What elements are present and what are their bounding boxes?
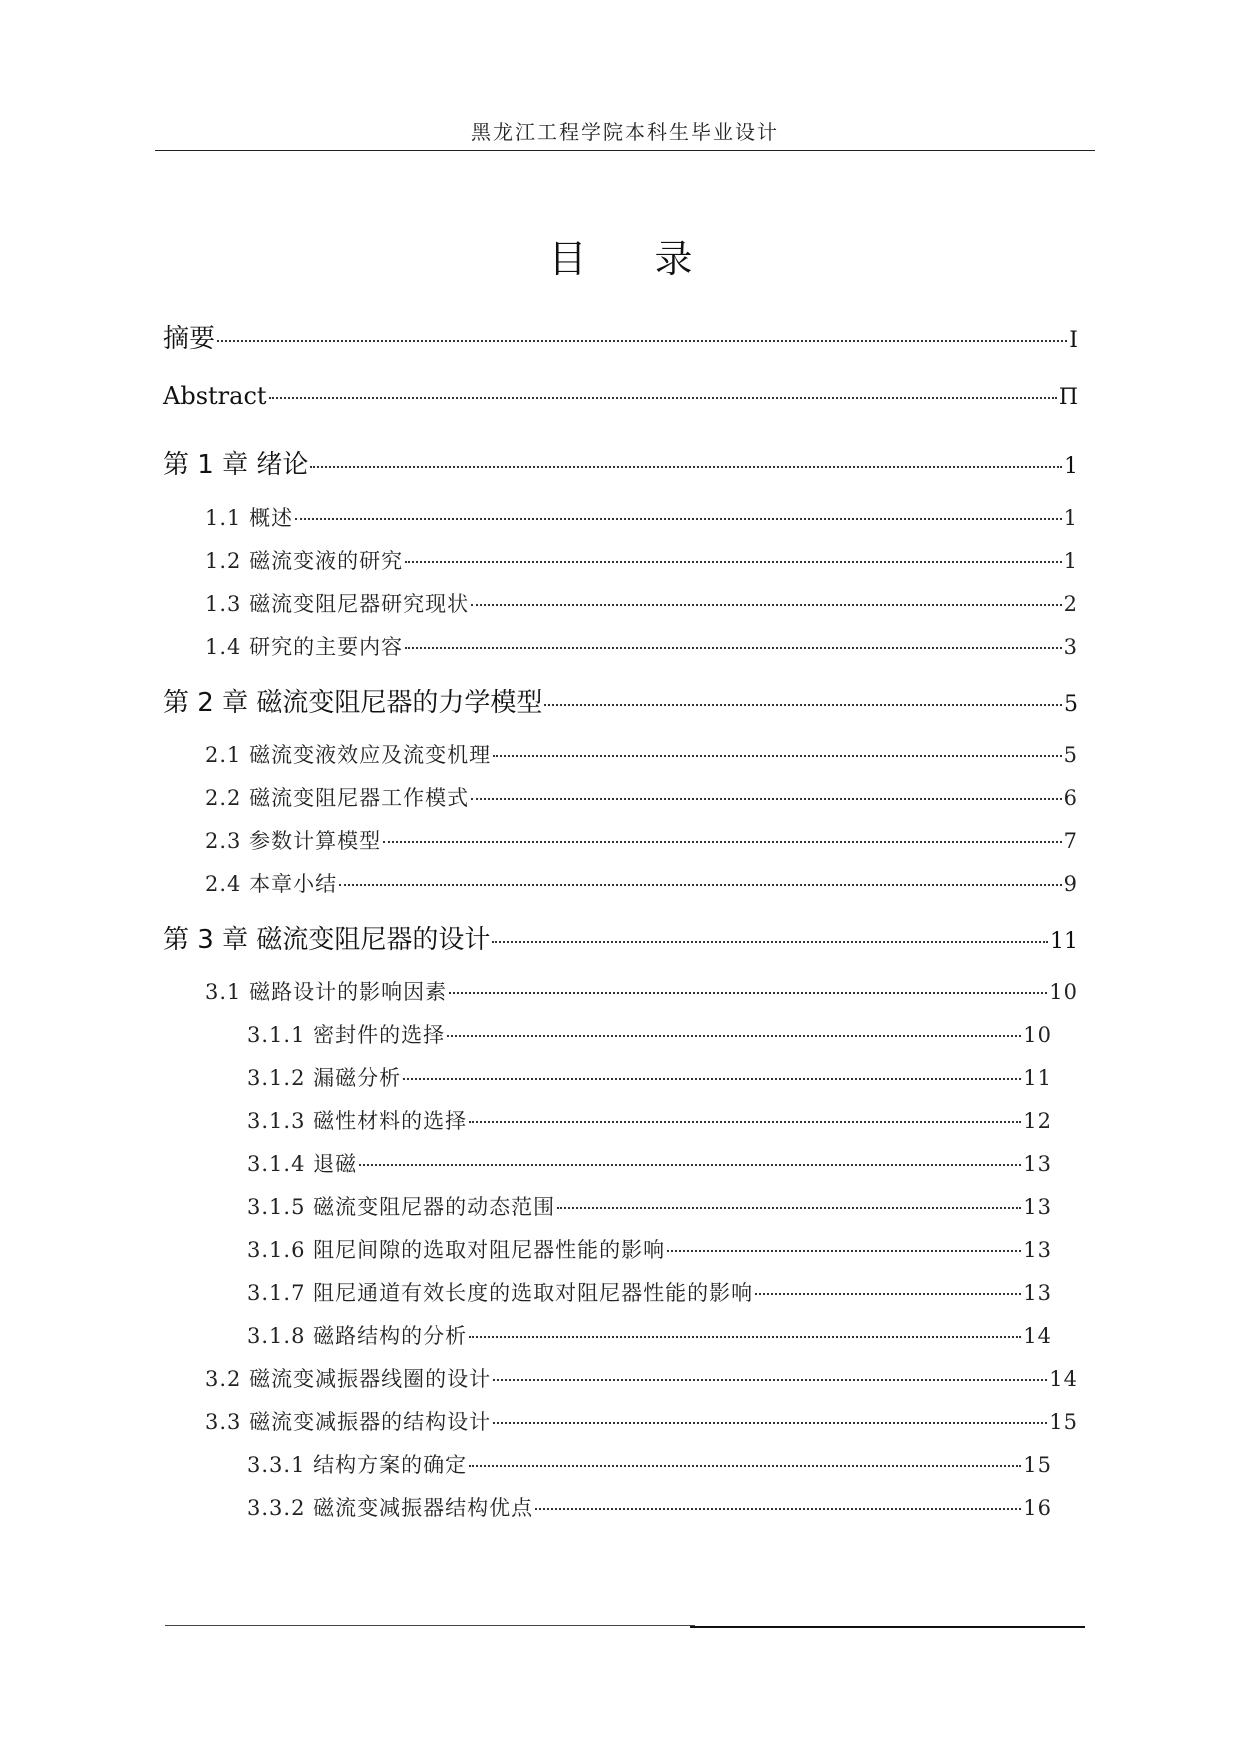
- toc-entry-label: 3.1.7 阻尼通道有效长度的选取对阻尼器性能的影响: [247, 1281, 754, 1305]
- toc-entry: [205, 1406, 1078, 1436]
- toc-entry: [247, 1191, 1052, 1221]
- toc-entry-label: 1.1 概述: [205, 506, 294, 530]
- toc-dot-leader: [469, 1465, 1021, 1467]
- toc-entry-page: 11: [1050, 929, 1078, 954]
- toc-dot-leader: [403, 1078, 1021, 1080]
- toc-entry-label: 3.2 磁流变减振器线圈的设计: [205, 1367, 492, 1391]
- toc-entry-label: 3.3.2 磁流变减振器结构优点: [247, 1496, 534, 1520]
- toc-dot-leader: [469, 1121, 1021, 1123]
- toc-entry-label: 第 1 章 绪论: [163, 450, 309, 480]
- toc-entry-page: 10: [1023, 1023, 1052, 1047]
- toc-dot-leader: [535, 1508, 1021, 1510]
- toc-entry-label: 3.1.1 密封件的选择: [247, 1023, 446, 1047]
- page-title: 目 录: [548, 237, 721, 281]
- toc-entry-label: 1.4 研究的主要内容: [205, 635, 404, 659]
- toc-entry-label: 3.1.3 磁性材料的选择: [247, 1109, 468, 1133]
- footer-rule: [165, 1625, 695, 1626]
- toc-entry-page: 13: [1023, 1152, 1052, 1176]
- toc-dot-leader: [405, 647, 1062, 649]
- toc-entry: [247, 1449, 1052, 1479]
- toc-entry: [163, 382, 1078, 410]
- toc-entry: [205, 545, 1078, 575]
- toc-entry-page: 9: [1063, 872, 1078, 896]
- toc-entry: [205, 976, 1078, 1006]
- toc-entry: [163, 318, 1078, 355]
- footer-rule-bold: [690, 1626, 1085, 1628]
- toc-entry: [247, 1320, 1052, 1350]
- toc-entry: [205, 1363, 1078, 1393]
- toc-entry-page: 11: [1023, 1066, 1052, 1090]
- toc-entry-page: 2: [1063, 592, 1078, 616]
- toc-entry-page: I: [1069, 328, 1078, 353]
- toc-dot-leader: [493, 1422, 1047, 1424]
- toc-entry-label: 1.3 磁流变阻尼器研究现状: [205, 592, 470, 616]
- toc-entry-page: 5: [1064, 692, 1078, 717]
- toc-entry-page: 1: [1063, 506, 1078, 530]
- toc-entry-page: 14: [1049, 1367, 1078, 1391]
- toc-dot-leader: [310, 466, 1062, 468]
- toc-entry-page: 14: [1023, 1324, 1052, 1348]
- toc-entry-page: 3: [1063, 635, 1078, 659]
- toc-dot-leader: [383, 841, 1062, 843]
- toc-entry: [247, 1062, 1052, 1092]
- toc-entry: [205, 588, 1078, 618]
- toc-dot-leader: [471, 604, 1062, 606]
- toc-dot-leader: [755, 1293, 1021, 1295]
- toc-entry-label: 3.1.5 磁流变阻尼器的动态范围: [247, 1195, 556, 1219]
- toc-entry: [205, 631, 1078, 661]
- toc-dot-leader: [359, 1164, 1021, 1166]
- toc-entry: [205, 868, 1078, 898]
- toc-entry-label: 第 2 章 磁流变阻尼器的力学模型: [163, 688, 543, 718]
- toc-entry: [247, 1105, 1052, 1135]
- toc-entry-label: 3.3 磁流变减振器的结构设计: [205, 1410, 492, 1434]
- toc-entry-label: 3.1 磁路设计的影响因素: [205, 980, 448, 1004]
- toc-entry-page: 12: [1023, 1109, 1052, 1133]
- toc-dot-leader: [217, 340, 1067, 342]
- toc-entry-page: 13: [1023, 1238, 1052, 1262]
- toc-entry-page: 15: [1049, 1410, 1078, 1434]
- toc-dot-leader: [492, 941, 1048, 943]
- toc-entry-label: 2.3 参数计算模型: [205, 829, 382, 853]
- toc-entry-page: 6: [1063, 786, 1078, 810]
- toc-dot-leader: [295, 518, 1062, 520]
- toc-entry-page: 15: [1023, 1453, 1052, 1477]
- toc-dot-leader: [557, 1207, 1021, 1209]
- toc-entry-label: 1.2 磁流变液的研究: [205, 549, 404, 573]
- toc-entry-label: 2.2 磁流变阻尼器工作模式: [205, 786, 470, 810]
- toc-entry-page: 13: [1023, 1281, 1052, 1305]
- toc-entry-page: Π: [1058, 385, 1078, 410]
- toc-entry-page: 1: [1063, 549, 1078, 573]
- toc-dot-leader: [269, 397, 1057, 399]
- toc-entry-label: 3.1.4 退磁: [247, 1152, 358, 1176]
- toc-dot-leader: [405, 561, 1062, 563]
- toc-entry-label: 3.1.2 漏磁分析: [247, 1066, 402, 1090]
- toc-entry: [205, 782, 1078, 812]
- header-rule: [155, 150, 1095, 151]
- toc-entry-label: 2.1 磁流变液效应及流变机理: [205, 743, 492, 767]
- toc-entry: [163, 444, 1078, 481]
- toc-entry-page: 16: [1023, 1496, 1052, 1520]
- toc-entry: [247, 1277, 1052, 1307]
- toc-entry-label: 2.4 本章小结: [205, 872, 338, 896]
- toc-entry-label: 3.3.1 结构方案的确定: [247, 1453, 468, 1477]
- toc-dot-leader: [493, 755, 1062, 757]
- toc-entry: [247, 1234, 1052, 1264]
- toc-dot-leader: [469, 1336, 1021, 1338]
- toc-entry: [205, 825, 1078, 855]
- toc-entry: [247, 1492, 1052, 1522]
- toc-entry-label: 摘要: [163, 324, 216, 354]
- toc-entry-page: 1: [1064, 454, 1078, 479]
- toc-entry-label: 3.1.6 阻尼间隙的选取对阻尼器性能的影响: [247, 1238, 666, 1262]
- toc-entry-page: 7: [1063, 829, 1078, 853]
- toc-entry: [163, 919, 1078, 956]
- toc-entry-label: Abstract: [163, 382, 267, 410]
- running-header: 黑龙江工程学院本科生毕业设计: [471, 120, 779, 144]
- toc-entry: [247, 1148, 1052, 1178]
- toc-entry: [205, 502, 1078, 532]
- toc-dot-leader: [667, 1250, 1021, 1252]
- toc-entry-label: 第 3 章 磁流变阻尼器的设计: [163, 925, 491, 955]
- toc-dot-leader: [339, 884, 1062, 886]
- toc-entry-page: 10: [1049, 980, 1078, 1004]
- toc-entry-label: 3.1.8 磁路结构的分析: [247, 1324, 468, 1348]
- toc-dot-leader: [449, 992, 1047, 994]
- toc-entry: [247, 1019, 1052, 1049]
- toc-entry-page: 13: [1023, 1195, 1052, 1219]
- toc-dot-leader: [544, 704, 1062, 706]
- toc-dot-leader: [447, 1035, 1021, 1037]
- toc-entry: [163, 682, 1078, 719]
- toc-entry: [205, 739, 1078, 769]
- toc-entry-page: 5: [1063, 743, 1078, 767]
- toc-dot-leader: [493, 1379, 1047, 1381]
- toc-dot-leader: [471, 798, 1062, 800]
